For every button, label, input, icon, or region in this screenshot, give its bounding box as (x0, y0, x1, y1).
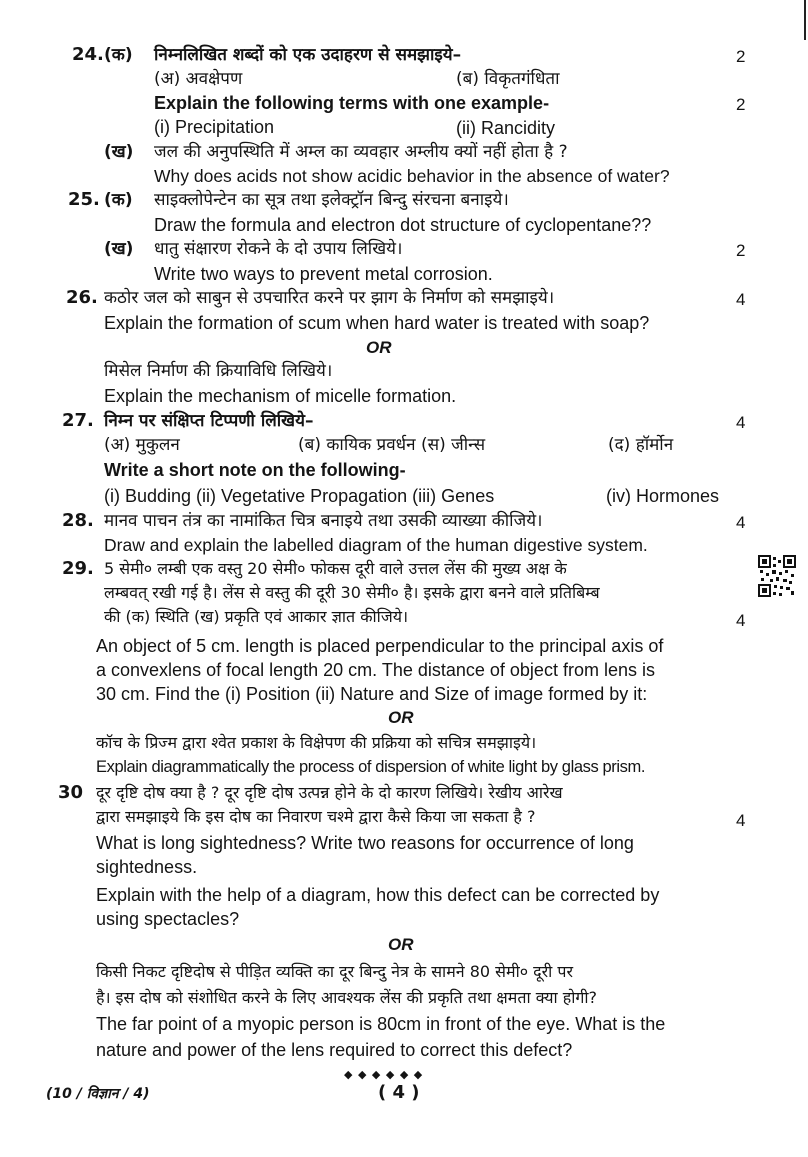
q30-or-separator: OR (388, 935, 414, 954)
q24-ka-hindi: निम्नलिखित शब्दों को एक उदाहरण से समझाइये– (154, 45, 462, 65)
q26-marks: 4 (736, 290, 746, 309)
q27-marks: 4 (736, 413, 746, 432)
q30-english-line-4: using spectacles? (96, 909, 240, 929)
q29-hindi-line-2: लम्बवत् रखी गई है। लेंस से वस्तु की दूरी 30 सेमी० है। इसके द्वारा बनने वाले प्रतिबिम्ब (104, 583, 600, 602)
q27-option-iv-english: (iv) Hormones (606, 486, 720, 506)
q24-option-ii-english: (ii) Rancidity (456, 118, 556, 138)
q26-number: 26. (66, 287, 98, 308)
q27-option-d-hindi: (द) हॉर्मोन (608, 435, 674, 455)
q28-marks: 4 (736, 513, 746, 532)
q27-hindi: निम्न पर संक्षिप्त टिप्पणी लिखिये– (104, 411, 314, 431)
q30-alt-english-line-2: nature and power of the lens required to correct this defect? (96, 1040, 573, 1060)
q24-option-i-english: (i) Precipitation (154, 117, 275, 137)
q24-option-a-hindi: (अ) अवक्षेपण (154, 69, 243, 89)
q24-ka-label: (क) (104, 45, 133, 65)
qr-code-icon (758, 555, 796, 597)
q25-ka-label: (क) (104, 190, 133, 210)
q30-alt-hindi-line-2: है। इस दोष को संशोधित करने के लिए आवश्यक लेंस की प्रकृति तथा क्षमता क्या होगी? (96, 988, 598, 1007)
q29-marks: 4 (736, 611, 746, 630)
q24-kha-english: Why does acids not show acidic behavior in the absence of water? (154, 166, 670, 186)
q27-option-b-s-hindi: (ब) कायिक प्रवर्धन (स) जीन्स (298, 435, 486, 455)
q29-number: 29. (62, 558, 94, 579)
q26-alt-hindi: मिसेल निर्माण की क्रियाविधि लिखिये। (104, 361, 333, 381)
q26-english: Explain the formation of scum when hard water is treated with soap? (104, 313, 650, 333)
end-of-paper-diamonds: ◆ ◆ ◆ ◆ ◆ ◆ (344, 1068, 424, 1081)
q25-number: 25. (68, 189, 100, 210)
q24-ka-marks-hindi: 2 (736, 47, 746, 66)
q29-alt-english: Explain diagrammatically the process of dispersion of white light by glass prism. (96, 758, 646, 776)
q27-option-a-hindi: (अ) मुकुलन (104, 435, 180, 455)
q30-alt-hindi-line-1: किसी निकट दृष्टिदोष से पीड़ित व्यक्ति का दूर बिन्दु नेत्र के सामने 80 सेमी० दूरी पर (96, 962, 574, 981)
q26-or-separator: OR (366, 338, 392, 357)
q29-english-line-3: 30 cm. Find the (i) Position (ii) Nature and Size of image formed by it: (96, 684, 648, 704)
q25-ka-hindi: साइक्लोपेन्टेन का सूत्र तथा इलेक्ट्रॉन बिन्दु संरचना बनाइये। (154, 190, 509, 210)
q27-options-english: (i) Budding (ii) Vegetative Propagation (iii) Genes (104, 486, 495, 506)
q30-english-line-2: sightedness. (96, 857, 198, 877)
q29-english-line-2: a convexlens of focal length 20 cm. The distance of object from lens is (96, 660, 655, 680)
q30-english-line-1: What is long sightedness? Write two reasons for occurrence of long (96, 833, 634, 853)
q25-ka-english: Draw the formula and electron dot structure of cyclopentane?? (154, 215, 652, 235)
q25-kha-hindi: धातु संक्षारण रोकने के दो उपाय लिखिये। (154, 239, 403, 259)
q30-hindi-line-1: दूर दृष्टि दोष क्या है ? दूर दृष्टि दोष उत्पन्न होने के दो कारण लिखिये। रेखीय आरेख (96, 783, 563, 802)
q26-alt-english: Explain the mechanism of micelle formation. (104, 386, 457, 406)
q24-ka-marks-english: 2 (736, 95, 746, 114)
q29-hindi-line-3: की (क) स्थिति (ख) प्रकृति एवं आकार ज्ञात कीजिये। (104, 607, 409, 626)
q30-hindi-line-2: द्वारा समझाइये कि इस दोष का निवारण चश्मे द्वारा कैसे किया जा सकता है ? (96, 807, 536, 826)
q27-english: Write a short note on the following- (104, 460, 406, 480)
q29-or-separator: OR (388, 708, 414, 727)
q29-hindi-line-1: 5 सेमी० लम्बी एक वस्तु 20 सेमी० फोकस दूरी वाले उत्तल लेंस की मुख्य अक्ष के (104, 559, 567, 578)
q25-kha-english: Write two ways to prevent metal corrosion. (154, 264, 493, 284)
q25-kha-marks: 2 (736, 241, 746, 260)
paper-code: (10 / विज्ञान / 4) (46, 1086, 150, 1102)
q25-kha-label: (ख) (104, 239, 134, 259)
q24-number: 24. (72, 44, 104, 65)
q30-number: 30 (58, 782, 84, 803)
q24-kha-label: (ख) (104, 142, 134, 162)
q26-hindi: कठोर जल को साबुन से उपचारित करने पर झाग के निर्माण को समझाइये। (104, 288, 555, 308)
q28-english: Draw and explain the labelled diagram of the human digestive system. (104, 535, 648, 555)
page-number: ( 4 ) (378, 1082, 420, 1103)
q28-hindi: मानव पाचन तंत्र का नामांकित चित्र बनाइये तथा उसकी व्याख्या कीजिये। (104, 511, 543, 531)
q29-alt-hindi: कॉच के प्रिज्म द्वारा श्वेत प्रकाश के विक्षेपण की प्रक्रिया को सचित्र समझाइये। (96, 733, 537, 752)
q30-marks: 4 (736, 811, 746, 830)
q28-number: 28. (62, 510, 94, 531)
q24-kha-hindi: जल की अनुपस्थिति में अम्ल का व्यवहार अम्लीय क्यों नहीं होता है ? (154, 142, 568, 162)
q30-alt-english-line-1: The far point of a myopic person is 80cm in front of the eye. What is the (96, 1014, 666, 1034)
q30-english-line-3: Explain with the help of a diagram, how this defect can be corrected by (96, 885, 660, 905)
q27-number: 27. (62, 410, 94, 431)
scan-edge-line (804, 0, 806, 40)
q24-ka-english: Explain the following terms with one example- (154, 93, 550, 113)
q29-english-line-1: An object of 5 cm. length is placed perpendicular to the principal axis of (96, 636, 664, 656)
q24-option-b-hindi: (ब) विकृतगंधिता (456, 69, 560, 89)
